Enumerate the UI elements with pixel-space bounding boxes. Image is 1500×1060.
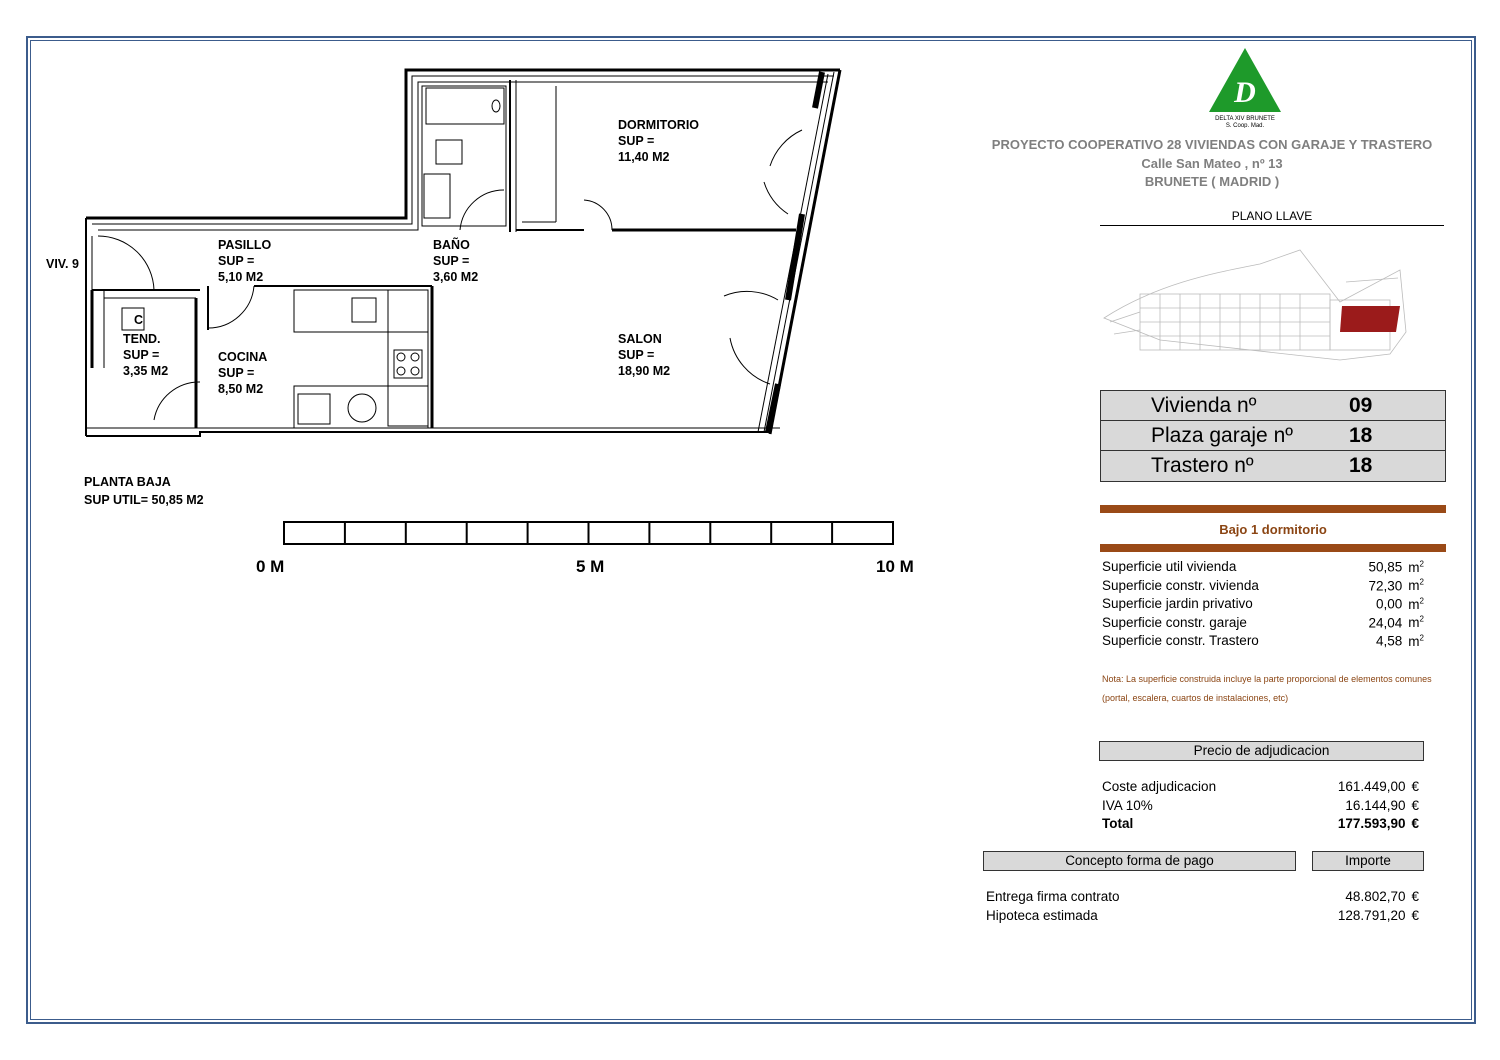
identifier-value: 09 [1349,393,1373,417]
identifier-table [1100,390,1446,482]
surface-row-value: 72,30 [1368,578,1403,593]
room-bano-sup-label: SUP = [433,254,470,268]
surface-row-label: Superficie jardin privativo [1102,596,1253,611]
payment-row-label: Entrega firma contrato [986,889,1120,904]
price-row-value: 16.144,90 [1345,797,1406,813]
price-row-label: Total [1102,816,1134,831]
surface-row-value-wrap [1376,633,1424,649]
payment-row-unit: € [1411,889,1419,904]
unit-text: m [1408,578,1420,593]
unit-exponent: 2 [1419,633,1424,642]
payment-row-value-wrap [1338,908,1419,923]
price-row-label: IVA 10% [1102,797,1153,813]
room-tend-name: TEND. [123,332,161,346]
scale-label-mid: 5 M [576,557,605,576]
identifier-row [1101,391,1445,421]
room-dormitorio-area: 11,40 M2 [618,150,670,164]
unit-text: m [1408,633,1420,649]
surface-row-label: Superficie util vivienda [1102,559,1237,574]
logo-text-2: S. Coop. Mad. [1225,123,1265,128]
identifier-value: 18 [1349,454,1373,477]
room-salon-name: SALON [618,332,662,346]
unit-label: VIV. 9 [46,257,79,271]
surface-row-unit [1408,578,1424,593]
room-pasillo-sup-label: SUP = [218,254,255,268]
key-plan-title: PLANO LLAVE [1100,209,1444,226]
room-dormitorio-name: DORMITORIO [618,118,700,132]
identifier-row [1101,451,1445,481]
surface-row-unit [1408,634,1424,649]
price-row [1102,798,1419,813]
price-row-value: 177.593,90 [1337,816,1406,831]
divider-bar [1100,544,1446,552]
unit-text: m [1408,596,1420,612]
price-row-unit: € [1411,779,1419,794]
surface-row-value-wrap [1369,578,1425,594]
surface-row-unit [1408,615,1424,630]
surface-row [1102,596,1424,612]
unit-exponent: 2 [1419,614,1424,624]
payment-amount-header: Importe [1312,851,1424,871]
unit-exponent: 2 [1419,559,1424,568]
payment-row [986,889,1419,904]
surface-row-value-wrap [1369,615,1425,631]
surface-row-unit [1408,597,1424,612]
surface-row-value: 24,04 [1368,615,1403,630]
boiler-mark: C [134,313,144,327]
scale-label-start: 0 M [256,557,285,576]
room-pasillo-area: 5,10 M2 [218,270,264,284]
unit-text: m [1408,615,1420,630]
price-row-value-wrap [1338,816,1419,831]
price-row [1102,779,1419,794]
room-cocina-sup-label: SUP = [218,366,255,380]
price-row-value: 161.449,00 [1337,779,1406,794]
price-header: Precio de adjudicacion [1099,741,1424,761]
identifier-value: 18 [1349,423,1373,447]
scale-label-end: 10 M [876,557,914,576]
payment-row-value-wrap [1345,889,1419,904]
surface-row-label: Superficie constr. Trastero [1102,633,1259,648]
price-row-unit: € [1411,797,1419,813]
identifier-label: Vivienda nº [1151,393,1257,417]
floor-area: SUP UTIL= 50,85 M2 [84,493,204,507]
unit-text: m [1408,559,1420,575]
payment-row-value: 48.802,70 [1345,889,1406,904]
surface-row [1102,633,1424,649]
surface-row-value: 4,58 [1376,633,1403,649]
price-row-label: Coste adjudicacion [1102,779,1217,794]
room-tend-area: 3,35 M2 [123,364,169,378]
identifier-label: Trastero nº [1151,454,1254,477]
payment-row-unit: € [1411,907,1419,923]
identifier-row [1101,421,1445,451]
surface-row [1102,578,1424,594]
room-salon-sup-label: SUP = [618,348,655,362]
logo-text-1: DELTA XIV BRUNETE [1215,116,1275,122]
surface-row-label: Superficie constr. vivienda [1102,577,1259,593]
room-labels [123,118,699,396]
surface-row-value: 0,00 [1376,596,1403,612]
key-plan [1100,242,1410,362]
project-city: BRUNETE ( MADRID ) [1144,174,1280,189]
identifier-label: Plaza garaje nº [1151,423,1293,447]
room-salon-area: 18,90 M2 [618,364,671,378]
price-row-value-wrap [1345,798,1419,813]
price-row [1102,816,1419,831]
room-dormitorio-sup-label: SUP = [618,134,655,148]
payment-concept-header: Concepto forma de pago [983,851,1296,871]
surface-row-value: 50,85 [1368,559,1403,575]
price-row-unit: € [1411,816,1419,831]
project-address: Calle San Mateo , nº 13 [1141,156,1283,171]
divider-bar [1100,505,1446,513]
payment-row [986,908,1419,923]
project-title: PROYECTO COOPERATIVO 28 VIVIENDAS CON GARAJE Y TRASTERO [991,137,1433,152]
delta-logo [1205,46,1285,128]
room-tend-sup-label: SUP = [123,348,160,362]
floor-title: PLANTA BAJA [84,475,171,489]
surface-row-value-wrap [1369,559,1425,575]
surface-row [1102,559,1424,575]
room-cocina-name: COCINA [218,350,268,364]
scale-bar [284,522,893,544]
room-pasillo-name: PASILLO [218,238,272,252]
payment-row-value: 128.791,20 [1337,907,1406,923]
payment-row-label: Hipoteca estimada [986,907,1098,923]
unit-exponent: 2 [1419,596,1424,605]
room-cocina-area: 8,50 M2 [218,382,264,396]
room-bano-name: BAÑO [433,238,470,252]
surface-row [1102,615,1424,631]
note-text: Nota: La superficie construida incluye la parte proporcional de elementos comunes (portal, escalera, cuartos de instalaciones, etc) [1102,674,1432,703]
surface-row-unit [1408,560,1424,575]
surface-row-value-wrap [1376,596,1424,612]
unit-type: Bajo 1 dormitorio [1219,522,1327,537]
svg-text:D: D [1234,76,1256,109]
price-row-value-wrap [1338,779,1419,794]
room-bano-area: 3,60 M2 [433,270,479,284]
floor-plan [0,0,960,600]
unit-exponent: 2 [1419,577,1424,587]
surface-row-label: Superficie constr. garaje [1102,614,1247,630]
